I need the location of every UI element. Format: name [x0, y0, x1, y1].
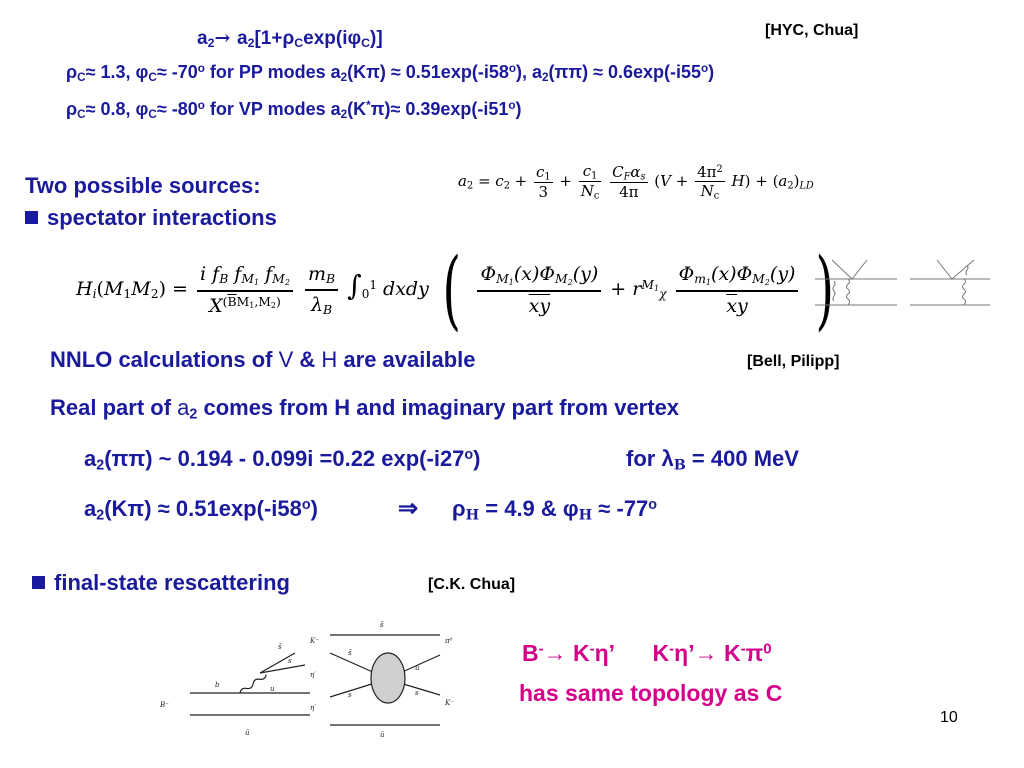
- ref-bell-pilipp: [Bell, Pilipp]: [747, 353, 840, 370]
- spectator-diagram-2: [910, 260, 990, 305]
- spectator-diagram-1: [815, 260, 897, 305]
- page-number: 10: [940, 709, 958, 726]
- svg-text:s: s: [288, 657, 292, 665]
- svg-text:s̄: s̄: [348, 649, 352, 657]
- topology-processes: B-→ K-η’ K-η’→ $K^-\pi^0$: [522, 640, 772, 666]
- svg-text:B⁻: B⁻: [160, 701, 169, 709]
- result-kpi: $a_2(K\pi) \approx 0.51\exp(-i58^o)$: [84, 496, 318, 524]
- lambda-b-value: for $\lambda_B = 400$ MeV: [626, 446, 799, 474]
- spectator-interactions-item: spectator interactions: [25, 205, 277, 231]
- svg-text:u: u: [270, 685, 275, 693]
- svg-text:s̄: s̄: [380, 621, 384, 629]
- svg-text:u: u: [415, 664, 420, 672]
- svg-text:ū: ū: [245, 729, 250, 737]
- bullet-square-icon: [25, 211, 38, 224]
- bullet-square-icon: [32, 576, 45, 589]
- rescattering-feynman-diagram: [160, 615, 470, 740]
- nnlo-line: NNLO calculations of V & H are available: [50, 347, 476, 372]
- final-state-rescattering-item: final-state rescattering: [32, 570, 290, 596]
- result-pipi: $a_2(\pi\pi)$ ~ 0.194 - 0.099i =0.22 exp(-i27$^o$): [84, 446, 481, 474]
- spectator-diagrams: [812, 257, 992, 315]
- svg-text:s: s: [415, 689, 419, 697]
- header-formula: $a_2\to a_2[1+\rho_C\exp(i\varphi_C)]$: [197, 27, 383, 51]
- svg-text:s: s: [348, 691, 352, 699]
- sources-title: Two possible sources:: [25, 173, 261, 198]
- svg-text:η′: η′: [310, 671, 316, 679]
- svg-text:s̄: s̄: [278, 643, 282, 651]
- rescattering-blob: [371, 653, 405, 703]
- svg-text:ū: ū: [380, 731, 385, 739]
- real-part-line: Real part of $a_2$ comes from H and imaginary part from vertex: [50, 395, 680, 423]
- vp-modes-line: $\rho_C\approx 0.8$, $\varphi_C\approx -80^o$ for VP modes $a_2(K^*\pi)\approx 0.39\exp(-i51^o)$: [66, 99, 522, 121]
- a2-equation: $a_2 = c_2$ + $\frac{c_1}{3}$ + $\frac{c_1}{N_c}$ $\frac{C_F\alpha_s}{4\pi}$ (V + $\frac{4\pi^2}{N_c}$ $H) + (a_2)_{LD}$: [458, 162, 814, 202]
- ref-ck-chua: [C.K. Chua]: [428, 576, 516, 593]
- svg-text:K⁻: K⁻: [445, 699, 454, 707]
- rho-phi-h-values: $\rho_H = 4.9$ & $\varphi_H \approx -77^o$: [452, 496, 658, 524]
- hi-equation: $H_i(M_1M_2)$ = $\frac{i f_B f_{M_1} f_{M_2}}{X^{(\overline{B}M_1,M_2)}}$ $\frac{m_B}{\lambda_B}$ $\int_0^1$ dxdy ( $\frac{\Phi_{M_1}(x)\Phi_{M_2}(y)}{\overline{x}\overline{y}}$ + $r^{M_1}_\chi$ $\frac{\Phi_{m_1}(x)\Phi_{M_2}(y)}{\overline{x}y}$ ): [76, 240, 834, 340]
- topology-statement: has same topology as C: [519, 680, 783, 706]
- implies-arrow: ⇒: [398, 495, 419, 522]
- svg-text:π⁰: π⁰: [445, 637, 453, 645]
- svg-text:b: b: [215, 681, 220, 689]
- ref-hyc-chua: [HYC, Chua]: [765, 22, 859, 39]
- svg-text:η′: η′: [310, 704, 316, 712]
- pp-modes-line: $\rho_C\approx 1.3$, $\varphi_C\approx -70^o$ for PP modes $a_2(K\pi) \approx 0.51\exp(-i58^o)$, $a_2(\pi\pi) \approx 0.6\exp(-i55^o)$: [66, 62, 715, 84]
- svg-text:K⁻: K⁻: [310, 637, 319, 645]
